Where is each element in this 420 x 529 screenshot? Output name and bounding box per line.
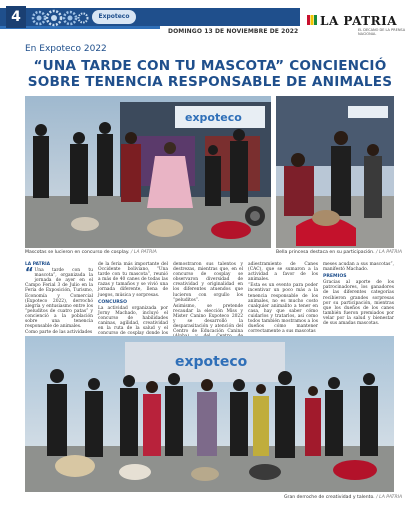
article-kicker: LA PATRIA <box>25 262 51 267</box>
subheading-premios: PREMIOS <box>323 274 347 280</box>
article-column-5 <box>323 262 394 327</box>
paragraph <box>25 268 93 329</box>
crowd-photo-image <box>25 96 271 248</box>
princess-photo-image <box>276 96 394 248</box>
caption-top-left <box>25 250 157 255</box>
paragraph: Gracias al aporte de los patrocinadores, los ganadores de las diferentes categorías recibieron grandes sorpresas por su participación, mientras que los dueños de los canes también fueron premiados por velar por la salud y bienestar de sus amadas mascotas. <box>323 280 394 327</box>
subheading-concurso: CONCURSO <box>98 299 127 305</box>
newspaper-tagline: EL DECANO DE LA PRENSA NACIONAL <box>358 28 406 36</box>
caption-text: Gran derroche de creatividad y talento. <box>284 495 375 500</box>
page-number: 4 <box>6 6 26 28</box>
article-column-2 <box>98 262 168 342</box>
publication-date: DOMINGO 13 DE NOVIEMBRE DE 2022 <box>168 28 299 35</box>
banner-logo-text: expoteco <box>185 111 242 124</box>
drop-cap: “ <box>25 266 34 282</box>
paragraph: de la feria más importante del Occidente boliviano, “Una tarde con tu mascota”, reunió a más de 40 canes de todas las razas y tamaños y se vivió una jornada diferente, llena de juegos, música y sorpresas. <box>98 262 168 298</box>
caption-text: Mascotas se lucieron en concurso de cosplay. <box>25 250 130 255</box>
photo-credit: / LA PATRIA <box>130 250 157 255</box>
group-photo-image <box>25 336 394 492</box>
banner-logo-text: expoteco <box>175 354 248 370</box>
caption-top-right <box>276 250 402 255</box>
article-column-1 <box>25 262 93 336</box>
photo-princess-dog <box>276 96 394 248</box>
paragraph-text: Una tarde con tu mascota”, organizada la jornada de ayer en el Campo Ferial 3 de Julio en la Feria de Exposición, Turismo, Economía y Comercial (Expoteco 2022), derrochó alegría y entusiasmo entre los “peluditos de cuatro patas” y concienció a la población sobre una tenencia responsable de animales. <box>25 268 93 330</box>
paragraph: Como parte de las actividades <box>25 330 93 336</box>
paragraph: demostraron sus talentos y destrezas, mientras que, en el concurso de cosplay se observaron diversidad de creatividad y originalidad en los diferentes atuendos que lucieron con orgullo los “peluditos”. <box>173 262 243 303</box>
photo-credit: / LA PATRIA <box>376 495 403 500</box>
article-column-4 <box>248 262 318 335</box>
newspaper-brand: LA PATRIA <box>320 14 398 28</box>
la-patria-mark-icon <box>306 14 318 26</box>
paragraph: La actividad organizada por Jorny Machado, incluyó el concurso de habilidades caninas, agilidad, creatividad en la ruta de la salud y el concurso de cosplay donde los <box>98 305 168 337</box>
paragraph: “Esta es un evento para poder incentivar un poco más a la tenencia responsable de los animales, no es mucho costo cualquier animalito a tener en casa, hay que saber cómo cuidarlos y tratarlos, así como todos también mostramos a los dueños cómo mantener correctamente a sus mascotas <box>248 283 318 335</box>
article-column-3 <box>173 262 243 346</box>
gears-icon <box>30 9 90 27</box>
page-header <box>0 0 420 40</box>
photo-group-participants <box>25 336 394 492</box>
photo-cosplay-contest <box>25 96 271 248</box>
section-label: En Expoteco 2022 <box>25 44 107 54</box>
paragraph: meses acudan a sus mascotas”, manifestó Machado. <box>323 262 394 273</box>
photo-credit: / LA PATRIA <box>376 250 403 255</box>
caption-bottom <box>284 495 402 500</box>
paragraph: adiestramiento de Canes (CAC), que se sumaron a la actividad a favor de los animales. <box>248 262 318 283</box>
caption-text: Bella princesa destaca en su participación. <box>276 250 375 255</box>
paragraph: Asimismo, se pretende recaudar la elección Miss y Mister Canino Expoteco 2022 y se desarrolló la desparasitación y atención del Centro de Educación Canina <box>173 303 243 335</box>
article-headline: “UNA TARDE CON TU MASCOTA” CONCIENCIÓ SOBRE TENENCIA RESPONSABLE DE ANIMALES <box>27 58 393 90</box>
expoteco-logo: Expoteco <box>92 10 136 24</box>
